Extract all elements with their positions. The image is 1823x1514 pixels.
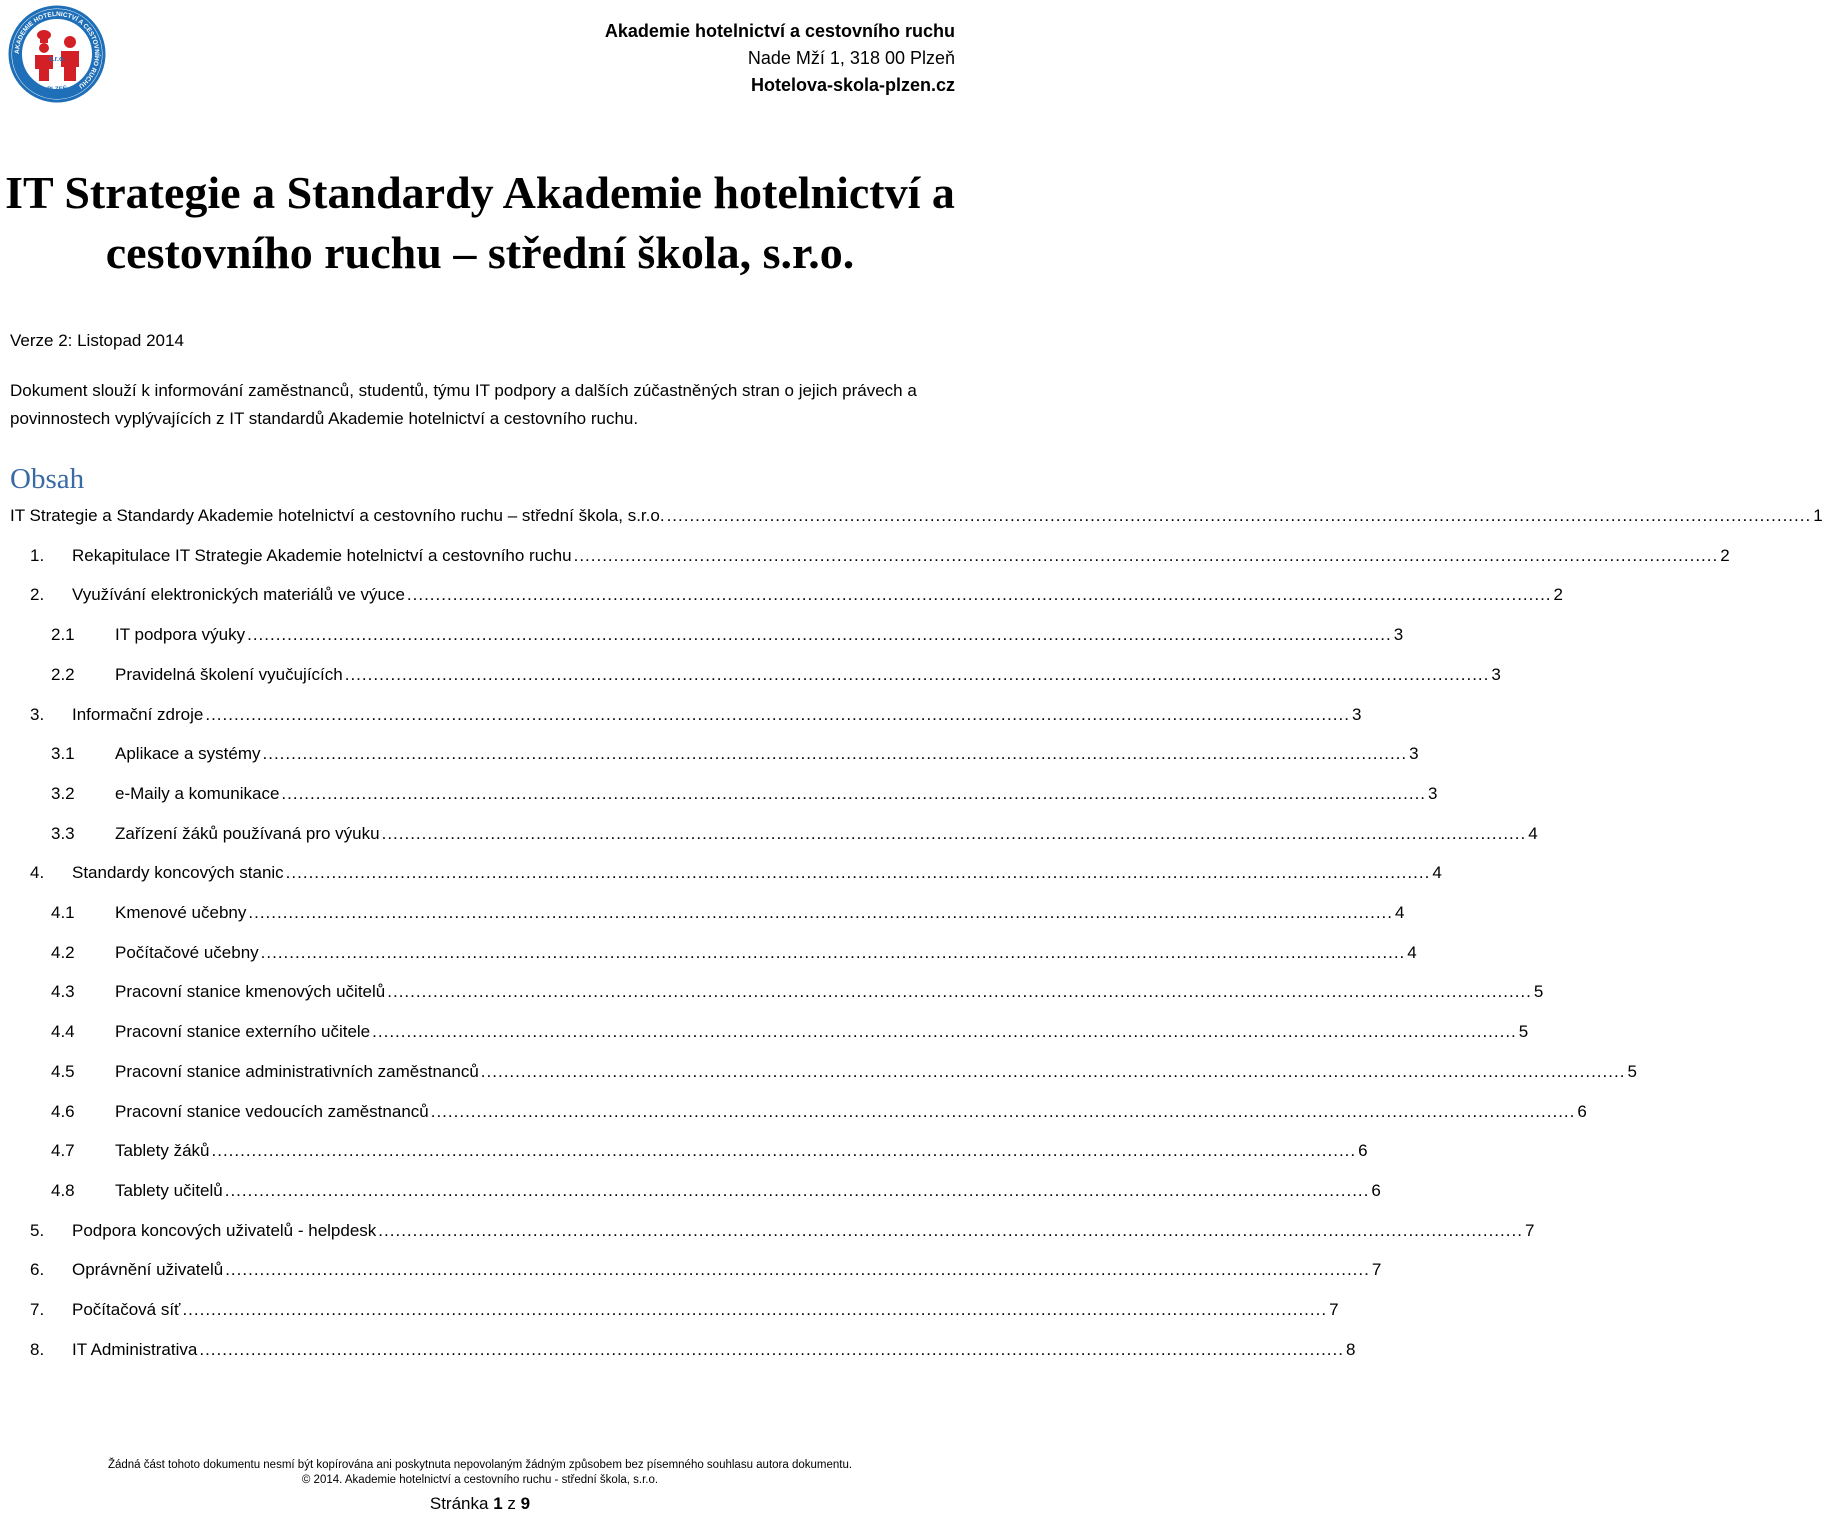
school-name: Akademie hotelnictví a cestovního ruchu: [604, 21, 955, 41]
toc-entry-title: Tablety žáků: [115, 1141, 210, 1161]
toc-dot-leader: ........................................................................................................................................................................................................: [247, 625, 1392, 645]
toc-entry[interactable]: [0, 778, 1438, 810]
toc-entry[interactable]: [0, 1056, 1637, 1088]
toc-entry-page: 5: [1627, 1061, 1637, 1081]
title-line-1: IT Strategie a Standardy Akademie hotelnictví a: [5, 167, 955, 218]
toc-dot-leader: ........................................................................................................................................................................................................: [260, 942, 1406, 962]
toc-entry-number: 4.3: [51, 982, 75, 1002]
toc-entry-title: Pracovní stanice kmenových učitelů: [115, 982, 386, 1002]
toc-entry[interactable]: [0, 857, 1442, 889]
toc-entry-number: 2.2: [51, 664, 75, 684]
toc-entry-number: 4.7: [51, 1141, 75, 1161]
toc-entry-number: 5.: [30, 1220, 45, 1240]
copyright-line: © 2014. Akademie hotelnictví a cestovního ruchu - střední škola, s.r.o.: [301, 1474, 659, 1486]
toc-entry[interactable]: [0, 937, 1417, 969]
page-header: [605, 18, 955, 99]
toc-entry-number: 4.8: [51, 1180, 75, 1200]
toc-entry-title: e-Maily a komunikace: [115, 783, 280, 803]
toc-entry-title: IT Administrativa: [72, 1339, 198, 1359]
toc-entry-title: Pracovní stanice vedoucích zaměstnanců: [115, 1101, 429, 1121]
toc-entry-number: 2.: [30, 585, 45, 605]
toc-entry-page: 7: [1524, 1220, 1535, 1240]
page-prefix: Stránka: [429, 1494, 489, 1513]
toc-entry-title: IT Strategie a Standardy Akademie hotelnictví a cestovního ruchu – střední škola, s.r.o.: [10, 506, 665, 525]
toc-dot-leader: ........................................................................................................................................................................................................: [285, 863, 1431, 883]
page-total: 9: [520, 1494, 531, 1513]
toc-entry-page: 6: [1577, 1101, 1587, 1121]
toc-entry-title: Standardy koncových stanic: [72, 863, 284, 883]
toc-entry-number: 7.: [30, 1300, 45, 1319]
toc-entry-number: 4.1: [51, 903, 75, 922]
toc-entry-number: 6.: [30, 1260, 45, 1280]
document-intro: Dokument slouží k informování zaměstnanců, studentů, týmu IT podpory a dalších zúčastněných stran o jejich právech a povinnostech vyplývajících z IT standardů Akademie hotelnictví a cestovního ruchu.: [10, 381, 917, 428]
toc-dot-leader: ........................................................................................................................................................................................................: [573, 545, 1719, 565]
toc-dot-leader: ........................................................................................................................................................................................................: [378, 1220, 1523, 1240]
toc-dot-leader: ........................................................................................................................................................................................................: [248, 903, 1394, 922]
toc-entry-page: 7: [1371, 1260, 1382, 1280]
toc-dot-leader: ........................................................................................................................................................................................................: [381, 823, 1527, 843]
toc-entry-title: Využívání elektronických materiálů ve výuce: [72, 585, 405, 605]
toc-dot-leader: ........................................................................................................................................................................................................: [205, 704, 1350, 724]
toc-entry-page: 6: [1358, 1141, 1368, 1161]
toc-entry-number: 4.4: [51, 1022, 75, 1042]
toc-entry-number: 8.: [30, 1339, 45, 1359]
toc-entry-title: Pravidelná školení vyučujících: [115, 664, 343, 684]
toc-entry-title: Pracovní stanice administrativních zaměstnanců: [115, 1061, 479, 1081]
toc-entry[interactable]: [0, 1254, 1382, 1286]
toc-entry-title: Aplikace a systémy: [115, 744, 261, 764]
toc-entry-page: 2: [1720, 545, 1730, 565]
toc-entry-title: Informační zdroje: [72, 704, 204, 724]
toc-entry[interactable]: [0, 1294, 1339, 1326]
toc-entry-title: Počítačová síť: [72, 1300, 181, 1319]
toc-dot-leader: ........................................................................................................................................................................................................: [387, 982, 1532, 1002]
toc-entry[interactable]: [0, 1016, 1529, 1048]
school-website[interactable]: Hotelova-skola-plzen.cz: [750, 75, 955, 95]
toc-entry[interactable]: [0, 1096, 1587, 1128]
toc-dot-leader: ........................................................................................................................................................................................................: [225, 1260, 1370, 1280]
toc-entry-page: 6: [1371, 1180, 1381, 1200]
toc-dot-leader: ........................................................................................................................................................................................................: [211, 1141, 1357, 1161]
logo-city: PLZEŇ: [47, 87, 67, 93]
toc-entry[interactable]: [0, 500, 1823, 532]
toc-entry-page: 7: [1329, 1300, 1339, 1319]
toc-entry-number: 3.: [30, 704, 45, 724]
toc-entry-number: 4.2: [51, 942, 75, 962]
toc-dot-leader: ........................................................................................................................................................................................................: [406, 585, 1552, 605]
page-footer: [0, 1458, 960, 1488]
toc-entry-number: 2.1: [51, 625, 75, 645]
toc-entry-title: Pracovní stanice externího učitele: [115, 1022, 371, 1042]
logo-ring-text: AKADEMIE HOTELNICTVÍ A CESTOVNÍHO RUCHU: [13, 10, 101, 90]
toc-heading: Obsah: [10, 463, 85, 495]
toc-entry-title: IT podpora výuky: [115, 625, 246, 645]
toc-entry-page: 3: [1491, 664, 1501, 684]
toc-entry[interactable]: [0, 579, 1564, 611]
toc-dot-leader: ........................................................................................................................................................................................................: [344, 664, 1490, 684]
toc-entry-number: 1.: [30, 545, 45, 565]
toc-entry[interactable]: [0, 976, 1544, 1008]
copyright-notice: Žádná část tohoto dokumentu nesmí být kopírována ani poskytnuta nepovolaným žádným způsobem bez písemného souhlasu autora dokumentu.: [107, 1459, 853, 1471]
school-logo: [8, 5, 106, 103]
toc-entry[interactable]: [0, 619, 1404, 651]
toc-dot-leader: ........................................................................................................................................................................................................: [281, 783, 1427, 803]
toc-entry-page: 4: [1395, 903, 1405, 922]
toc-entry[interactable]: [0, 540, 1730, 572]
toc-entry[interactable]: [0, 659, 1501, 691]
toc-dot-leader: ........................................................................................................................................................................................................: [372, 1022, 1517, 1042]
toc-entry-page: 3: [1428, 783, 1438, 803]
toc-entry-page: 1: [1813, 506, 1823, 525]
toc-entry-title: Zařízení žáků používaná pro výuku: [115, 823, 380, 843]
toc-dot-leader: ........................................................................................................................................................................................................: [430, 1101, 1576, 1121]
toc-entry[interactable]: [0, 1135, 1368, 1167]
toc-dot-leader: ........................................................................................................................................................................................................: [480, 1061, 1626, 1081]
toc-entry-number: 3.3: [51, 823, 75, 843]
toc-entry-title: Tablety učitelů: [115, 1180, 223, 1200]
toc-entry-number: 4.6: [51, 1101, 75, 1121]
toc-entry[interactable]: [0, 699, 1362, 731]
toc-entry-page: 3: [1393, 625, 1404, 645]
toc-entry-page: 3: [1409, 744, 1419, 764]
page-number: [0, 1494, 960, 1514]
toc-entry[interactable]: [0, 897, 1405, 929]
toc-entry-title: Oprávnění uživatelů: [72, 1260, 224, 1280]
toc-entry[interactable]: [0, 1334, 1356, 1366]
logo-badge: s.r.o.: [48, 56, 66, 63]
toc-entry-page: 4: [1528, 823, 1538, 843]
toc-entry-title: Kmenové učebny: [115, 903, 247, 922]
toc-entry-number: 4.5: [51, 1061, 75, 1081]
toc-entry-page: 5: [1533, 982, 1544, 1002]
page-sep: z: [507, 1494, 516, 1513]
title-line-2: cestovního ruchu – střední škola, s.r.o.: [105, 227, 855, 278]
toc-entry-page: 5: [1518, 1022, 1529, 1042]
toc-entry-page: 4: [1407, 942, 1417, 962]
toc-entry[interactable]: [0, 818, 1538, 850]
toc-entry-number: 4.: [30, 863, 45, 883]
school-address: Nade Mží 1, 318 00 Plzeň: [747, 48, 955, 68]
toc-dot-leader: ........................................................................................................................................................................................................: [666, 506, 1812, 525]
toc-entry-page: 4: [1432, 863, 1442, 883]
toc-entry[interactable]: [0, 738, 1419, 770]
toc-entry[interactable]: [0, 1215, 1535, 1247]
toc-entry-title: Počítačové učebny: [115, 942, 259, 962]
toc-entry-page: 8: [1345, 1339, 1356, 1359]
toc-dot-leader: ........................................................................................................................................................................................................: [224, 1180, 1370, 1200]
toc-dot-leader: ........................................................................................................................................................................................................: [262, 744, 1408, 764]
toc-entry-page: 3: [1351, 704, 1362, 724]
document-version: Verze 2: Listopad 2014: [10, 331, 184, 350]
toc-dot-leader: ........................................................................................................................................................................................................: [199, 1339, 1344, 1359]
toc-entry-number: 3.2: [51, 783, 75, 803]
toc-entry[interactable]: [0, 1175, 1381, 1207]
toc-entry-title: Podpora koncových uživatelů - helpdesk: [72, 1220, 377, 1240]
document-title: [0, 163, 960, 283]
toc-entry-title: Rekapitulace IT Strategie Akademie hotelnictví a cestovního ruchu: [72, 545, 572, 565]
toc-entry-number: 3.1: [51, 744, 75, 764]
toc-entry-page: 2: [1553, 585, 1564, 605]
toc-dot-leader: ........................................................................................................................................................................................................: [182, 1300, 1328, 1319]
page-current: 1: [493, 1494, 503, 1513]
